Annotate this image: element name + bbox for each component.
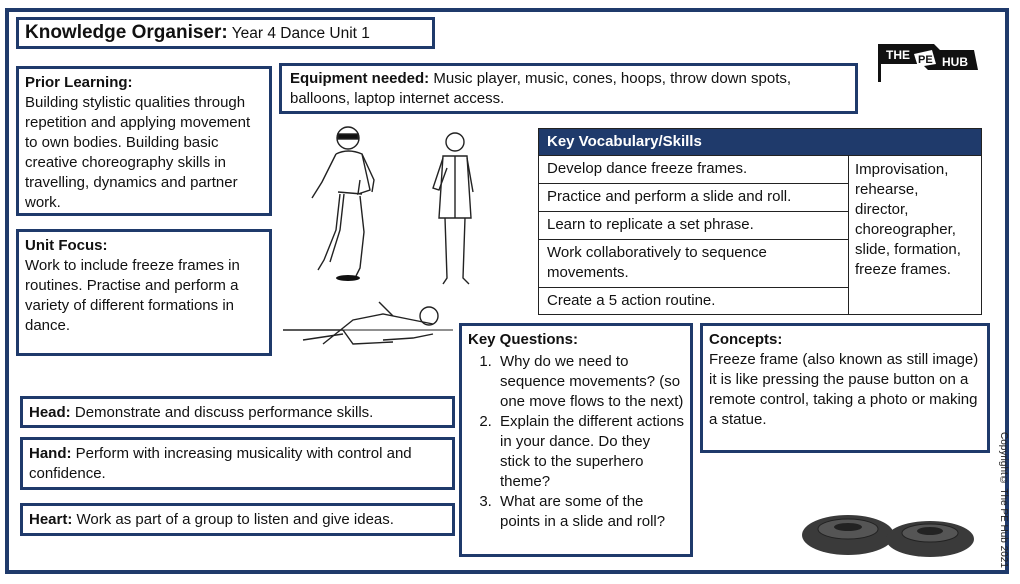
equipment-text: Music player, music, cones, hoops, throw down spots, balloons, laptop internet access. [290,70,792,107]
concepts-heading: Concepts: [709,331,783,348]
key-question-3: 3. What are some of the points in a slide and roll? [496,492,684,532]
prior-learning-box [16,66,272,216]
key-questions-heading: Key Questions: [468,331,579,348]
vocab-row-1: Develop dance freeze frames. [539,155,849,183]
prior-learning-heading: Prior Learning: [25,74,133,91]
head-box [20,396,455,428]
title-subtitle: Year 4 Dance Unit 1 [231,25,370,42]
dancer-kicking-illustration [300,120,390,285]
key-vocabulary-heading: Key Vocabulary/Skills [539,129,981,155]
equipment-heading: Equipment needed: [290,70,430,87]
logo-text-the: THE [886,48,910,62]
key-questions-list [468,352,684,532]
vocab-row-5: Create a 5 action routine. [539,287,849,314]
prior-learning-text: Building stylistic qualities through repetition and applying movement to own bodies. Building basic creative choreography skills in travelling, dynamics and partner work. [25,94,251,211]
key-questions-box [459,323,693,557]
hand-box [20,437,455,490]
concepts-text: Freeze frame (also known as still image) it is like pressing the pause button on a remote control, taking a photo or making a statue. [709,351,979,428]
equipment-box [279,63,858,114]
hand-heading: Hand: [29,445,72,462]
title-box [16,17,435,49]
title-bold: Knowledge Organiser: [25,22,228,43]
heart-box [20,503,455,536]
concepts-box [700,323,990,453]
pe-hub-logo [874,40,980,84]
vocab-row-3: Learn to replicate a set phrase. [539,211,849,239]
unit-focus-text: Work to include freeze frames in routines. Practise and perform a variety of different formations in dance. [25,257,240,334]
key-vocabulary-table [538,128,982,315]
heart-heading: Heart: [29,511,73,528]
copyright-text: Copyright© The PE Hub 2021 [998,432,1009,568]
hand-text: Perform with increasing musicality with control and confidence. [29,445,412,482]
dancer-lying-illustration [283,290,453,358]
dancer-standing-illustration [425,128,485,293]
vocab-keywords: Improvisation, rehearse, director, choreographer, slide, formation, freeze frames. [849,155,981,314]
logo-text-hub: HUB [942,55,968,69]
cones-illustration [800,505,975,560]
vocab-row-2: Practice and perform a slide and roll. [539,183,849,211]
key-question-2: 2. Explain the different actions in your dance. Do they stick to the superhero theme? [496,412,684,492]
logo-text-pe: PE [918,54,933,66]
head-text: Demonstrate and discuss performance skills. [74,404,374,421]
head-heading: Head: [29,404,71,421]
heart-text: Work as part of a group to listen and give ideas. [76,511,394,528]
unit-focus-heading: Unit Focus: [25,237,108,254]
key-question-1: 1. Why do we need to sequence movements? (so one move flows to the next) [496,352,684,412]
vocab-row-4: Work collaboratively to sequence movements. [539,239,849,287]
unit-focus-box [16,229,272,356]
